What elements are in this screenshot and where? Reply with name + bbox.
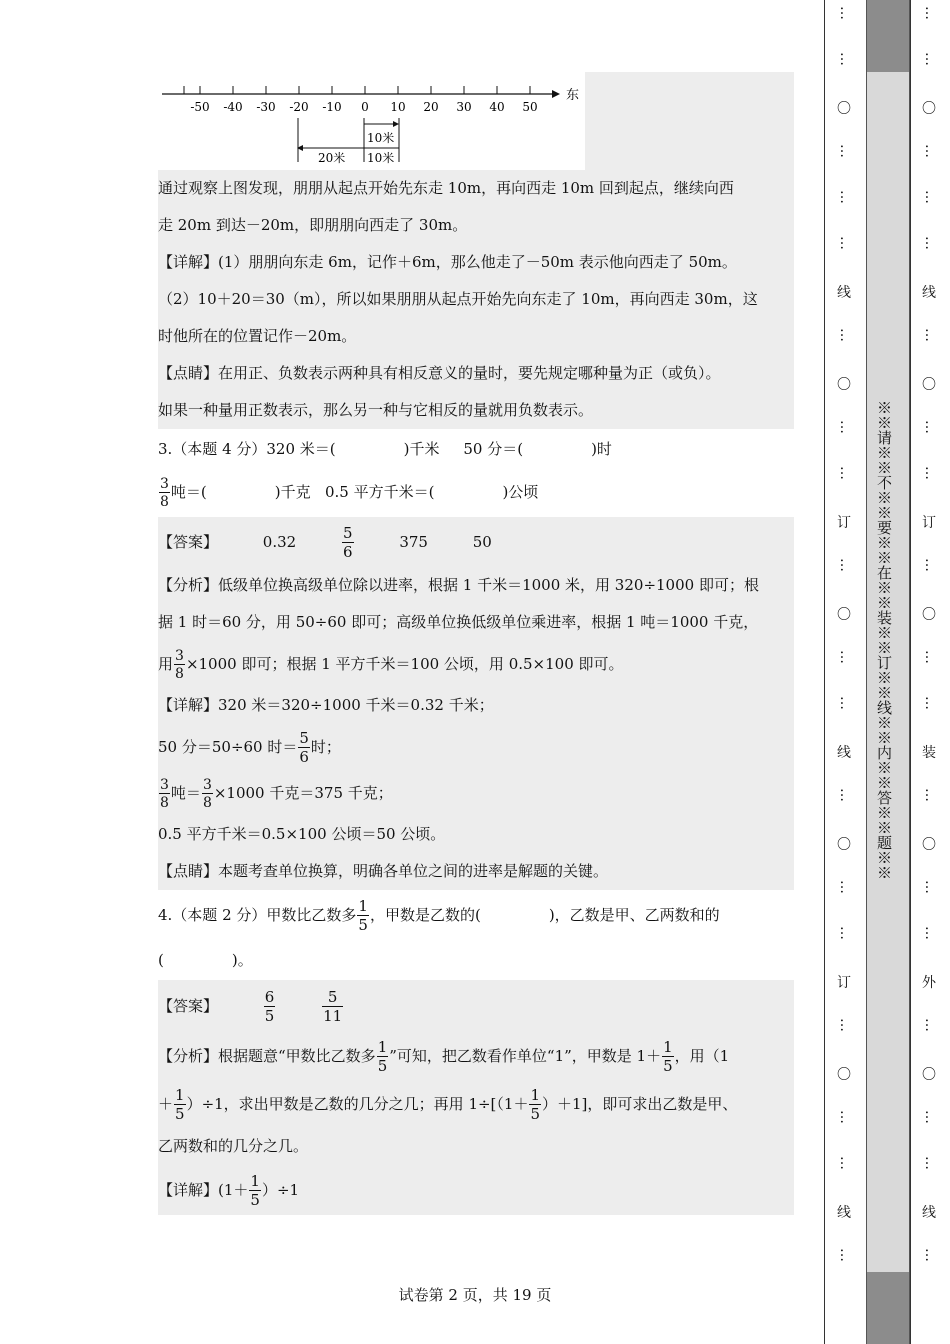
margin-char: 订 (837, 975, 851, 991)
q3-ans-4: 50 (472, 533, 492, 551)
direction-label: 东 (566, 88, 580, 103)
margin-dots: … (922, 466, 938, 480)
q3-detail-2: 50 分＝50÷60 时＝ $\frac{5}{6}$ 时； (158, 729, 341, 766)
q3-detail-3: $\frac{3}{8}$ 吨＝ $\frac{3}{8}$ ×1000 千克＝375 千克； (160, 777, 393, 811)
binding-block-top (866, 0, 910, 72)
margin-char: 订 (922, 515, 936, 531)
q2-solution-block (158, 170, 794, 429)
page-footer: 试卷第 2 页，共 19 页 (398, 1286, 552, 1304)
margin-dots: … (922, 558, 938, 572)
margin-circle: 〇 (837, 837, 851, 853)
margin-dots: … (922, 6, 938, 20)
margin-circle: 〇 (922, 607, 936, 623)
margin-char: 订 (837, 515, 851, 531)
margin-dots: … (922, 236, 938, 250)
margin-dots: … (837, 558, 853, 572)
tick-label: 30 (456, 100, 472, 114)
margin-circle: 〇 (922, 837, 936, 853)
margin-dots: … (922, 190, 938, 204)
q3-solution-block (158, 517, 794, 890)
tick-label: -10 (322, 100, 342, 114)
binding-border-left (824, 0, 825, 1344)
q4-analysis-2: ＋ $\frac{1}{5}$ ）÷1，求出甲数是乙数的几分之几；再用 1÷[（1＋ $\frac{1}{5}$ ）＋1]，即可求出乙数是甲、 (158, 1086, 738, 1123)
q3-ans-2: $\frac{5}{6}$ (342, 524, 353, 561)
q3-stem-c: 50 分＝( (463, 440, 524, 458)
margin-dots: … (837, 236, 853, 250)
point-tag: 【点睛】 (158, 364, 219, 382)
observation-line-1: 通过观察上图发现，朋朋从起点开始先东走 10m，再向西走 10m 回到起点，继续向西 (158, 179, 734, 197)
q2-detail-1-text: (1）朋朋向东走 6m，记作＋6m，那么他走了－50m 表示他向西走了 50m。 (218, 253, 737, 271)
q3-stem-a: 3.（本题 4 分）320 米＝( (158, 440, 336, 458)
q4-answer: 【答案】 $\frac{6}{5}$ $\frac{5}{11}$ (158, 988, 343, 1025)
q2-point-1 (158, 355, 794, 392)
margin-dots: … (837, 1018, 853, 1032)
binding-block-bottom (866, 1272, 910, 1344)
margin-circle: 〇 (922, 377, 936, 393)
q3-detail-4: 0.5 平方千米＝0.5×100 公顷＝50 公顷。 (158, 825, 446, 843)
margin-dots: … (922, 1156, 938, 1170)
margin-dots: … (922, 420, 938, 434)
q3-ans-3: 375 (399, 533, 428, 551)
q3-stem-d: )时 (591, 440, 612, 458)
margin-dots: … (922, 144, 938, 158)
q3-stem-f: )千克 (274, 483, 311, 501)
margin-dots: … (837, 650, 853, 664)
margin-dots: … (922, 328, 938, 342)
margin-dots: … (922, 788, 938, 802)
q4-analysis-1: 【分析】根据题意“甲数比乙数多 $\frac{1}{5}$ ”可知，把乙数看作单位“1”，甲数是 1＋ $\frac{1}{5}$ ，用（1 (158, 1038, 730, 1075)
detail-tag: 【详解】 (158, 253, 219, 271)
east-arrow-head (393, 121, 399, 127)
q2-detail-1 (158, 244, 794, 281)
margin-char: 线 (837, 285, 851, 301)
seg-label-10b: 10米 (367, 151, 395, 165)
tick-label: 10 (390, 100, 406, 114)
tick-label: -50 (190, 100, 210, 114)
margin-dots: … (837, 1248, 853, 1262)
margin-dots: … (837, 6, 853, 20)
q3-analysis-1 (158, 567, 794, 604)
margin-dots: … (922, 696, 938, 710)
q2-detail-2b: 时他所在的位置记作－20m。 (158, 327, 357, 345)
q3-point-1: 【点睛】本题考查单位换算，明确各单位之间的进率是解题的关键。 (158, 862, 609, 880)
seg-label-20: 20米 (318, 151, 346, 165)
margin-char: 装 (922, 745, 936, 761)
answer-tag: 【答案】 (158, 533, 219, 551)
number-line-figure (158, 72, 794, 170)
detail-tag: 【详解】 (158, 696, 219, 714)
margin-dots: … (837, 926, 853, 940)
q3-stem-e: 吨＝( (170, 483, 207, 501)
point-tag: 【点睛】 (158, 862, 219, 880)
margin-dots: … (837, 880, 853, 894)
margin-char: 线 (922, 285, 936, 301)
analysis-tag: 【分析】 (158, 576, 219, 594)
fraction-3-8: $\frac{3}{8}$ (160, 476, 169, 510)
margin-dots: … (837, 328, 853, 342)
q3-ans-1: 0.32 (262, 533, 297, 551)
margin-dots: … (837, 1156, 853, 1170)
margin-char: 线 (922, 1205, 936, 1221)
q4-analysis-3: 乙两数和的几分之几。 (158, 1137, 309, 1155)
q3-answer (158, 517, 794, 567)
binding-border-right (910, 0, 911, 1344)
tick-label: -30 (256, 100, 276, 114)
q3-stem-line-2 (158, 469, 794, 515)
number-line-svg (158, 72, 585, 170)
margin-dots: … (922, 1248, 938, 1262)
margin-dots: … (837, 466, 853, 480)
margin-circle: 〇 (837, 1067, 851, 1083)
margin-circle: 〇 (922, 1067, 936, 1083)
q3-stem-b: )千米 (403, 440, 440, 458)
q3-analysis-3: 用 $\frac{3}{8}$ ×1000 即可；根据 1 平方千米＝100 公顷，用 0.5×100 即可。 (158, 648, 624, 682)
margin-circle: 〇 (837, 607, 851, 623)
margin-dots: … (837, 696, 853, 710)
q4-detail-1: 【详解】(1＋ $\frac{1}{5}$ ）÷1 (158, 1172, 300, 1209)
observation-line-2: 走 20m 到达－20m，即朋朋向西走了 30m。 (158, 216, 468, 234)
margin-dots: … (922, 1110, 938, 1124)
q4-stem-line-2: ( )。 (158, 951, 253, 969)
tick-label: 20 (423, 100, 439, 114)
q3-analysis-1-text: 低级单位换高级单位除以进率，根据 1 千米＝1000 米，用 320÷1000 即可；根 (218, 576, 759, 594)
q3-stem-g: 0.5 平方千米＝( (324, 483, 435, 501)
margin-char: 外 (922, 975, 936, 991)
axis-arrow (552, 90, 560, 98)
margin-dots: … (837, 420, 853, 434)
margin-dots: … (837, 1110, 853, 1124)
margin-dots: … (922, 1018, 938, 1032)
margin-dots: … (837, 190, 853, 204)
margin-dots: … (922, 650, 938, 664)
tick-label: -20 (289, 100, 309, 114)
tick-label: -40 (223, 100, 243, 114)
tick-label: 0 (361, 100, 369, 114)
page-content (158, 72, 794, 1215)
q3-stem-line-1 (158, 429, 794, 469)
q2-detail-2a: （2）10＋20＝30（m），所以如果朋朋从起点开始先向东走了 10m，再向西走 30m，这 (158, 290, 758, 308)
margin-char: 线 (837, 745, 851, 761)
margin-circle: 〇 (837, 101, 851, 117)
q2-point-1-text: 在用正、负数表示两种具有相反意义的量时，要先规定哪种量为正（或负）。 (218, 364, 721, 382)
tick-label: 40 (489, 100, 505, 114)
q3-stem-h: )公顷 (502, 483, 539, 501)
margin-dots: … (837, 788, 853, 802)
margin-circle: 〇 (837, 377, 851, 393)
tick-label: 50 (522, 100, 538, 114)
q3-analysis-2: 据 1 时＝60 分，用 50÷60 即可；高级单位换低级单位乘进率，根据 1 吨＝1000 千克， (158, 613, 759, 631)
binding-warning-text: ※※请※※不※※要※※在※※装※※订※※线※※内※※答※※题※※ (875, 400, 893, 880)
q3-detail-1: 【详解】320 米＝320÷1000 千米＝0.32 千米； (158, 696, 494, 714)
margin-dots: … (922, 926, 938, 940)
margin-dots: … (837, 52, 853, 66)
q2-point-2: 如果一种量用正数表示，那么另一种与它相反的量就用负数表示。 (158, 401, 594, 419)
q4-stem-line-1: 4.（本题 2 分）甲数比乙数多 $\frac{1}{5}$ ，甲数是乙数的( )，乙数是甲、乙两数和的 (158, 897, 720, 934)
seg-label-10a: 10米 (367, 131, 395, 145)
margin-char: 线 (837, 1205, 851, 1221)
q4-solution-block (158, 980, 794, 1215)
margin-dots: … (922, 880, 938, 894)
margin-dots: … (922, 52, 938, 66)
margin-dots: … (837, 144, 853, 158)
margin-circle: 〇 (922, 101, 936, 117)
